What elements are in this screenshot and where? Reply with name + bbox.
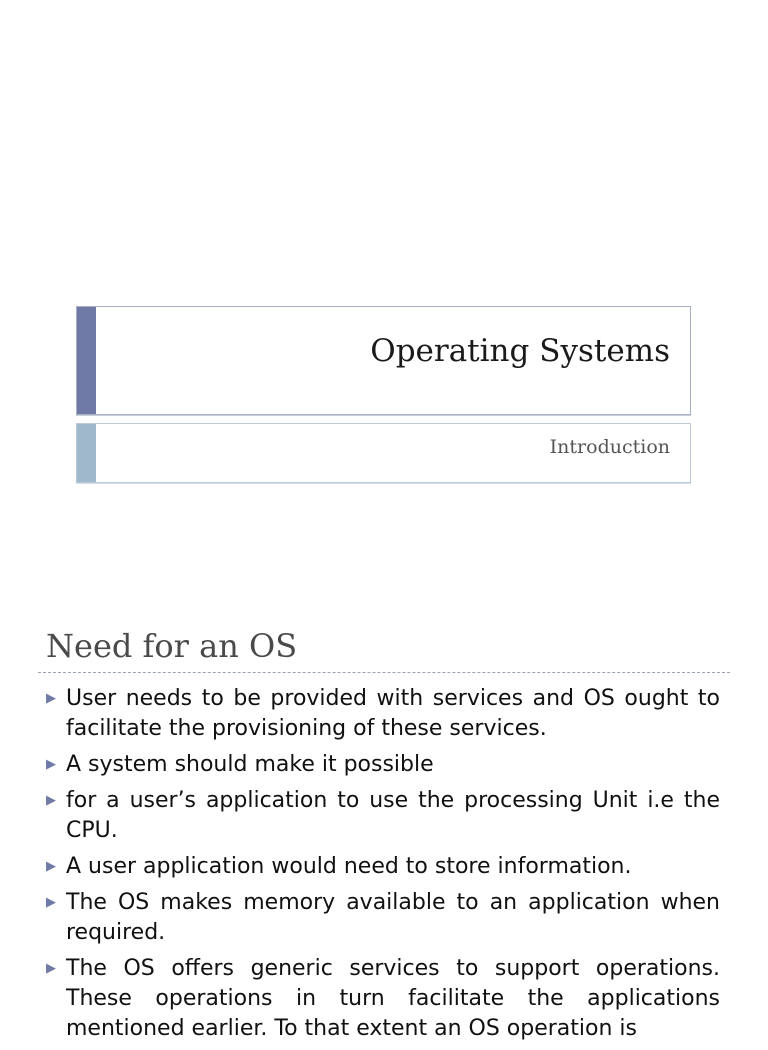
slide-subtitle: Introduction: [549, 436, 670, 458]
bullet-text: User needs to be provided with services and OS ought to facilitate the provisioning of these services.: [66, 686, 720, 741]
triangle-right-icon: ▶: [46, 691, 56, 706]
list-item: [0, 852, 768, 882]
slide-title: Operating Systems: [370, 333, 670, 369]
triangle-right-icon: ▶: [46, 793, 56, 808]
triangle-right-icon: ▶: [46, 895, 56, 910]
triangle-right-icon: ▶: [46, 757, 56, 772]
bullet-text: The OS offers generic services to support operations. These operations in turn facilitate the applications mentioned earlier. To that extent an OS operation is: [66, 956, 720, 1041]
subtitle-accent-bar: [77, 424, 96, 482]
subtitle-box: [76, 423, 691, 483]
heading-divider: [38, 672, 730, 673]
list-item: [0, 888, 768, 948]
bullet-text: for a user’s application to use the processing Unit i.e the CPU.: [66, 788, 720, 843]
triangle-right-icon: ▶: [46, 859, 56, 874]
title-box: [76, 306, 691, 415]
bullet-list: [0, 684, 768, 1050]
list-item: [0, 954, 768, 1044]
bullet-text: A user application would need to store information.: [66, 854, 632, 879]
bullet-text: A system should make it possible: [66, 752, 434, 777]
bullet-text: The OS makes memory available to an application when required.: [66, 890, 720, 945]
title-accent-bar: [77, 307, 96, 414]
content-heading: Need for an OS: [46, 627, 298, 665]
triangle-right-icon: ▶: [46, 961, 56, 976]
list-item: [0, 786, 768, 846]
list-item: [0, 684, 768, 744]
list-item: [0, 750, 768, 780]
